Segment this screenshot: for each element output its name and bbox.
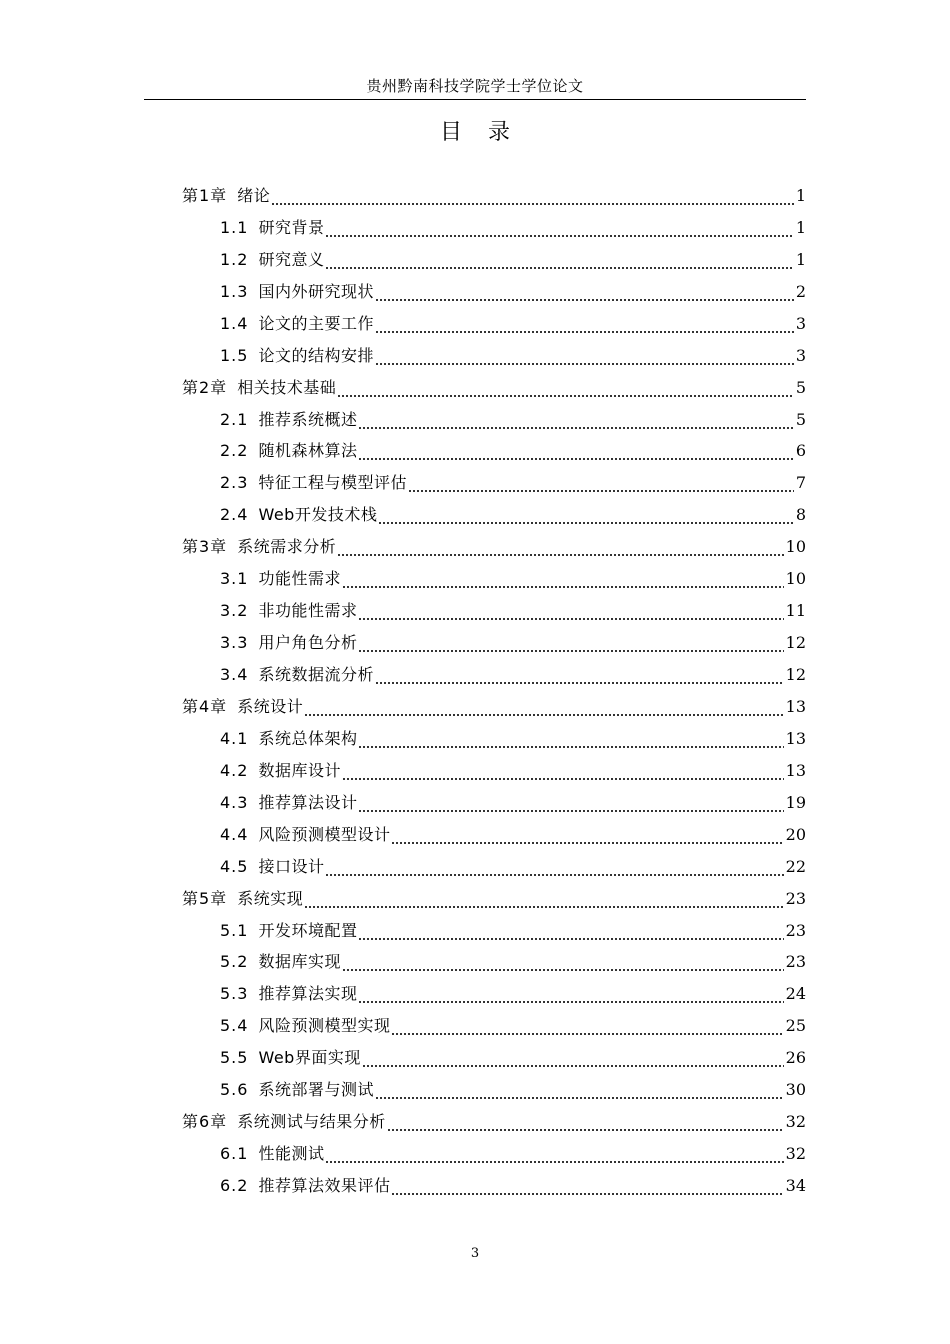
dot-leader	[325, 267, 793, 269]
entry-page-number: 12	[785, 665, 806, 685]
entry-number: 1.5	[220, 345, 249, 365]
entry-title: 系统数据流分析	[258, 665, 374, 685]
entry-title: 系统部署与测试	[258, 1080, 374, 1100]
toc-section-entry[interactable]	[182, 1170, 806, 1202]
entry-number: 2.4	[220, 505, 249, 525]
dot-leader	[375, 331, 794, 333]
entry-title: 研究意义	[258, 249, 325, 269]
toc-section-entry[interactable]	[182, 499, 806, 531]
dot-leader	[342, 969, 784, 971]
dot-leader	[408, 490, 794, 492]
entry-number: 3.1	[220, 569, 249, 589]
entry-number: 1.3	[220, 281, 249, 301]
entry-page-number: 11	[785, 601, 806, 621]
dot-leader	[342, 778, 784, 780]
entry-title: 研究背景	[258, 217, 325, 237]
entry-title: Web界面实现	[258, 1048, 361, 1068]
entry-number: 3.3	[220, 633, 249, 653]
entry-number: 1.1	[220, 217, 249, 237]
entry-title: 国内外研究现状	[258, 281, 374, 301]
entry-page-number: 34	[785, 1176, 806, 1196]
toc-section-entry[interactable]	[182, 1074, 806, 1106]
entry-page-number: 5	[795, 377, 806, 397]
entry-number: 4.1	[220, 728, 249, 748]
entry-title: 相关技术基础	[237, 377, 337, 397]
entry-page-number: 6	[795, 441, 806, 461]
running-header: 贵州黔南科技学院学士学位论文	[366, 77, 584, 95]
entry-title: 性能测试	[258, 1144, 325, 1164]
entry-page-number: 23	[785, 952, 806, 972]
toc-section-entry[interactable]	[182, 978, 806, 1010]
dot-leader	[391, 842, 783, 844]
entry-page-number: 20	[785, 824, 806, 844]
entry-number: 5.5	[220, 1048, 249, 1068]
toc-section-entry[interactable]	[182, 276, 806, 308]
entry-title: 系统需求分析	[237, 537, 337, 557]
entry-page-number: 7	[795, 473, 806, 493]
dot-leader	[325, 874, 783, 876]
dot-leader	[304, 714, 783, 716]
toc-section-entry[interactable]	[182, 723, 806, 755]
entry-title: 系统测试与结果分析	[237, 1112, 386, 1132]
entry-number: 第4章	[182, 696, 228, 716]
toc-section-entry[interactable]	[182, 595, 806, 627]
toc-section-entry[interactable]	[182, 212, 806, 244]
entry-page-number: 13	[785, 760, 806, 780]
toc-section-entry[interactable]	[182, 244, 806, 276]
toc-chapter-entry[interactable]	[182, 1106, 806, 1138]
entry-title: 风险预测模型设计	[258, 824, 391, 844]
entry-title: 非功能性需求	[258, 601, 358, 621]
dot-leader	[358, 810, 783, 812]
dot-leader	[375, 1097, 784, 1099]
toc-section-entry[interactable]	[182, 1042, 806, 1074]
dot-leader	[375, 682, 784, 684]
entry-page-number: 26	[785, 1048, 806, 1068]
dot-leader	[358, 427, 793, 429]
toc-section-entry[interactable]	[182, 1138, 806, 1170]
entry-page-number: 13	[785, 728, 806, 748]
entry-title: 数据库设计	[258, 760, 341, 780]
entry-title: 论文的结构安排	[258, 345, 374, 365]
dot-leader	[337, 554, 783, 556]
dot-leader	[358, 1001, 783, 1003]
entry-number: 第3章	[182, 537, 228, 557]
dot-leader	[358, 746, 783, 748]
entry-title: 系统实现	[237, 888, 304, 908]
entry-number: 5.6	[220, 1080, 249, 1100]
dot-leader	[337, 395, 794, 397]
entry-page-number: 1	[795, 217, 806, 237]
dot-leader	[387, 1129, 784, 1131]
entry-number: 6.1	[220, 1144, 249, 1164]
entry-number: 5.3	[220, 984, 249, 1004]
entry-number: 3.2	[220, 601, 249, 621]
entry-number: 4.5	[220, 856, 249, 876]
toc-section-entry[interactable]	[182, 436, 806, 468]
dot-leader	[325, 235, 793, 237]
entry-number: 4.3	[220, 792, 249, 812]
header-rule	[144, 99, 806, 100]
toc-section-entry[interactable]	[182, 1010, 806, 1042]
entry-title: 绪论	[237, 185, 271, 205]
entry-number: 6.2	[220, 1176, 249, 1196]
toc-title: 目录	[439, 120, 536, 145]
dot-leader	[358, 650, 783, 652]
entry-title: 风险预测模型实现	[258, 1016, 391, 1036]
entry-number: 第2章	[182, 377, 228, 397]
entry-title: 用户角色分析	[258, 633, 358, 653]
toc-section-entry[interactable]	[182, 947, 806, 979]
entry-number: 4.2	[220, 760, 249, 780]
toc-section-entry[interactable]	[182, 755, 806, 787]
dot-leader	[362, 1065, 784, 1067]
toc-section-entry[interactable]	[182, 340, 806, 372]
entry-page-number: 30	[785, 1080, 806, 1100]
toc-section-entry[interactable]	[182, 563, 806, 595]
entry-title: 推荐系统概述	[258, 409, 358, 429]
entry-title: 论文的主要工作	[258, 313, 374, 333]
entry-page-number: 23	[785, 920, 806, 940]
entry-number: 3.4	[220, 665, 249, 685]
dot-leader	[358, 938, 783, 940]
entry-page-number: 19	[785, 792, 806, 812]
entry-number: 第6章	[182, 1112, 228, 1132]
entry-number: 5.4	[220, 1016, 249, 1036]
entry-title: 推荐算法设计	[258, 792, 358, 812]
page-number: 3	[470, 1246, 480, 1261]
entry-page-number: 23	[785, 888, 806, 908]
entry-number: 第1章	[182, 185, 228, 205]
toc-chapter-entry[interactable]	[182, 531, 806, 563]
dot-leader	[375, 363, 794, 365]
entry-page-number: 10	[785, 569, 806, 589]
dot-leader	[375, 299, 794, 301]
toc-section-entry[interactable]	[182, 404, 806, 436]
toc-chapter-entry[interactable]	[182, 372, 806, 404]
entry-page-number: 32	[785, 1144, 806, 1164]
entry-title: 随机森林算法	[258, 441, 358, 461]
entry-number: 1.4	[220, 313, 249, 333]
dot-leader	[378, 522, 793, 524]
toc-section-entry[interactable]	[182, 915, 806, 947]
toc-section-entry[interactable]	[182, 851, 806, 883]
entry-number: 2.2	[220, 441, 249, 461]
entry-number: 2.3	[220, 473, 249, 493]
entry-page-number: 25	[785, 1016, 806, 1036]
entry-title: 功能性需求	[258, 569, 341, 589]
toc-section-entry[interactable]	[182, 659, 806, 691]
entry-title: 数据库实现	[258, 952, 341, 972]
entry-number: 5.2	[220, 952, 249, 972]
toc-chapter-entry[interactable]	[182, 180, 806, 212]
entry-title: 系统总体架构	[258, 728, 358, 748]
entry-page-number: 3	[795, 313, 806, 333]
entry-number: 4.4	[220, 824, 249, 844]
entry-page-number: 12	[785, 633, 806, 653]
toc-section-entry[interactable]	[182, 627, 806, 659]
toc-section-entry[interactable]	[182, 787, 806, 819]
entry-page-number: 1	[795, 185, 806, 205]
entry-page-number: 22	[785, 856, 806, 876]
entry-number: 1.2	[220, 249, 249, 269]
entry-page-number: 13	[785, 696, 806, 716]
toc-section-entry[interactable]	[182, 819, 806, 851]
entry-title: 特征工程与模型评估	[258, 473, 407, 493]
dot-leader	[358, 618, 783, 620]
dot-leader	[304, 906, 783, 908]
entry-title: Web开发技术栈	[258, 505, 378, 525]
table-of-contents	[182, 180, 806, 1202]
dot-leader	[271, 203, 794, 205]
entry-page-number: 10	[785, 537, 806, 557]
entry-page-number: 24	[785, 984, 806, 1004]
dot-leader	[391, 1033, 783, 1035]
entry-page-number: 2	[795, 281, 806, 301]
entry-page-number: 5	[795, 409, 806, 429]
toc-section-entry[interactable]	[182, 467, 806, 499]
toc-section-entry[interactable]	[182, 308, 806, 340]
dot-leader	[358, 458, 793, 460]
entry-page-number: 8	[795, 505, 806, 525]
dot-leader	[325, 1161, 783, 1163]
entry-page-number: 32	[785, 1112, 806, 1132]
entry-number: 5.1	[220, 920, 249, 940]
dot-leader	[342, 586, 784, 588]
entry-page-number: 1	[795, 249, 806, 269]
entry-title: 开发环境配置	[258, 920, 358, 940]
dot-leader	[391, 1193, 783, 1195]
toc-chapter-entry[interactable]	[182, 691, 806, 723]
entry-number: 2.1	[220, 409, 249, 429]
entry-title: 接口设计	[258, 856, 325, 876]
entry-page-number: 3	[795, 345, 806, 365]
entry-title: 推荐算法实现	[258, 984, 358, 1004]
entry-title: 推荐算法效果评估	[258, 1176, 391, 1196]
entry-number: 第5章	[182, 888, 228, 908]
entry-title: 系统设计	[237, 696, 304, 716]
toc-chapter-entry[interactable]	[182, 883, 806, 915]
